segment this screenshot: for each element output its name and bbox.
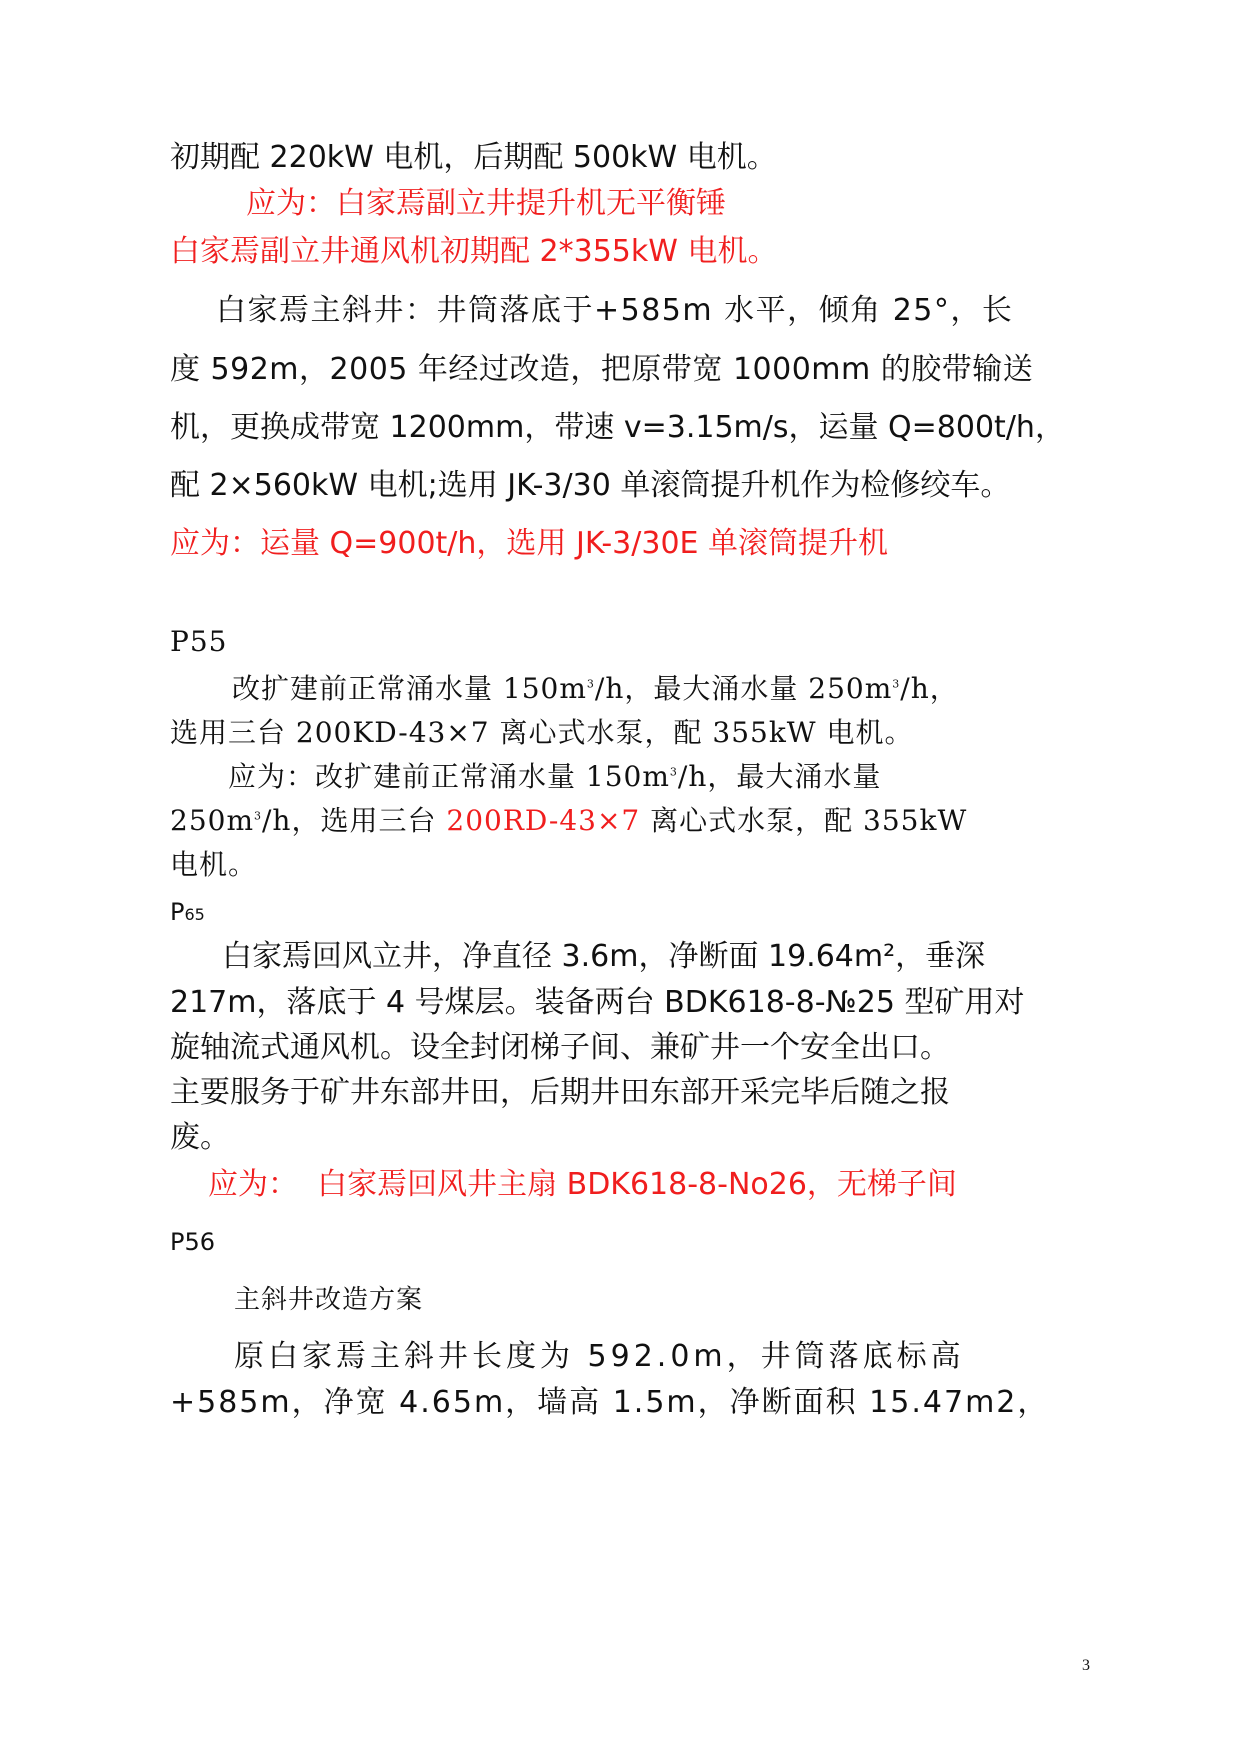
text-line: 废。	[170, 1120, 230, 1155]
text-line: 主要服务于矿井东部井田，后期井田东部开采完毕后随之报	[170, 1075, 950, 1110]
text-line: 白家焉回风立井，净直径 3.6m，净断面 19.64m²，垂深	[222, 939, 986, 974]
correction-line: 应为：白家焉副立井提升机无平衡锤	[246, 186, 726, 221]
page-reference: P65	[170, 898, 205, 926]
text-line: 白家焉主斜井：井筒落底于+585m 水平，倾角 25°，长	[216, 293, 1014, 328]
text-line: 应为：改扩建前正常涌水量 $150m^3/h$，最大涌水量	[228, 760, 882, 793]
text-line: 度 592m，2005 年经过改造，把原带宽 1000mm 的胶带输送	[170, 352, 1034, 387]
page-number: 3	[1082, 1657, 1090, 1674]
text-line: 配 2×560kW 电机;选用 JK-3/30 单滚筒提升机作为检修绞车。	[170, 468, 1011, 503]
text-line: 选用三台 200KD-43×7 离心式水泵，配 355kW 电机。	[170, 716, 914, 749]
text-line: +585m，净宽 4.65m，墙高 1.5m，净断面积 15.47m2，	[170, 1385, 1050, 1420]
corrected-model: 200RD-43×7	[446, 804, 641, 837]
text-line: 旋轴流式通风机。设全封闭梯子间、兼矿井一个安全出口。	[170, 1030, 950, 1065]
text-line: 原白家焉主斜井长度为 592.0m，井筒落底标高	[234, 1339, 965, 1374]
text-line: $250m^3/h$，选用三台 200RD-43×7 离心式水泵，配 355kW	[170, 804, 968, 837]
page-reference: P55	[170, 625, 228, 658]
correction-line: 应为：运量 Q=900t/h，选用 JK-3/30E 单滚筒提升机	[170, 526, 889, 561]
correction-line: 应为： 白家焉回风井主扇 BDK618-8-No26，无梯子间	[208, 1167, 957, 1202]
correction-line: 白家焉副立井通风机初期配 2*355kW 电机。	[170, 234, 778, 269]
section-heading: 主斜井改造方案	[234, 1285, 424, 1315]
text-line: 初期配 220kW 电机，后期配 500kW 电机。	[170, 140, 777, 175]
text-line: 机，更换成带宽 1200mm，带速 v=3.15m/s，运量 Q=800t/h，	[170, 410, 1065, 445]
text-line: 电机。	[170, 848, 258, 881]
text-line: 改扩建前正常涌水量 $150m^3/h$，最大涌水量 $250m^3/h$，	[232, 672, 959, 705]
page-reference: P56	[170, 1228, 216, 1256]
text-line: 217m，落底于 4 号煤层。装备两台 BDK618-8-№25 型矿用对	[170, 985, 1025, 1020]
